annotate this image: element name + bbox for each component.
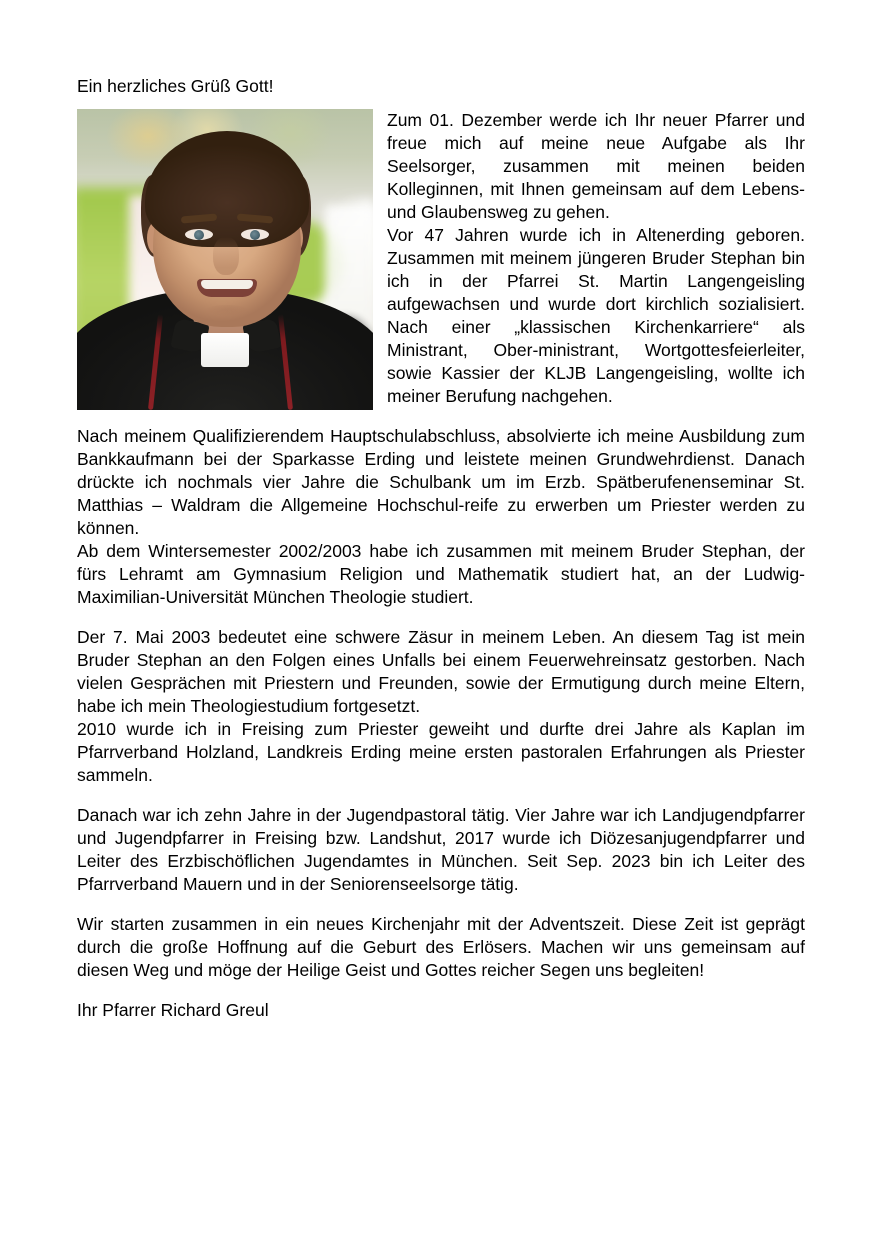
body-paragraph-1: Nach meinem Qualifizierendem Hauptschulabschluss, absolvierte ich meine Ausbildung zum Bankkaufmann bei der Sparkasse Erding und leistete meinen Grundwehrdienst. Danach drückte ich nochmals vier Jahre die Schulbank um im Erzb. Spätberufenenseminar St. Matthias – Waldram die Allgemeine Hochschul-reife zu erwerben um Priester werden zu können. xyxy=(77,426,805,538)
hair xyxy=(145,131,309,247)
signature-line: Ihr Pfarrer Richard Greul xyxy=(77,1000,269,1020)
chin xyxy=(199,305,255,321)
portrait-photo xyxy=(77,109,373,410)
eye-right xyxy=(241,229,269,240)
eye-left xyxy=(185,229,213,240)
body-paragraph-3: Der 7. Mai 2003 bedeutet eine schwere Zäsur in meinem Leben. An diesem Tag ist mein Bruder Stephan an den Folgen eines Unfalls bei einem Feuerwehreinsatz gestorben. Nach vielen Gesprächen mit Priestern und Freunden, sowie der Ermutigung durch meine Eltern, habe ich mein Theologiestudium fortgesetzt. xyxy=(77,627,805,716)
nose xyxy=(213,237,239,275)
wrap-paragraph-1: Zum 01. Dezember werde ich Ihr neuer Pfarrer und freue mich auf meine neue Aufgabe als Ihr Seelsorger, zusammen mit meinen beiden Kolleginnen, mit Ihnen gemeinsam auf dem Lebens- und Glaubensweg zu gehen. xyxy=(387,110,805,222)
body-paragraph-2: Ab dem Wintersemester 2002/2003 habe ich zusammen mit meinem Bruder Stephan, der fürs Lehramt am Gymnasium Religion und Mathematik studiert hat, an der Ludwig-Maximilian-Universität München Theologie studiert. xyxy=(77,541,805,607)
body-paragraph-4: 2010 wurde ich in Freising zum Priester geweiht und durfte drei Jahre als Kaplan im Pfarrverband Holzland, Landkreis Erding meine ersten pastoralen Erfahrungen als Priester sammeln. xyxy=(77,719,805,785)
body-paragraph-6: Wir starten zusammen in ein neues Kirchenjahr mit der Adventszeit. Diese Zeit ist geprägt durch die große Hoffnung auf die Geburt des Erlösers. Machen wir uns gemeinsam auf diesen Weg und möge der Heilige Geist und Gottes reicher Segen uns begleiten! xyxy=(77,914,805,980)
body-paragraph-5: Danach war ich zehn Jahre in der Jugendpastoral tätig. Vier Jahre war ich Landjugendpfarrer und Jugendpfarrer in Freising bzw. Landshut, 2017 wurde ich Diözesanjugendpfarrer und Leiter des Erzbischöflichen Jugendamtes in München. Seit Sep. 2023 bin ich Leiter des Pfarrverband Mauern und in der Seniorenseelsorge tätig. xyxy=(77,805,805,894)
body-text-block xyxy=(77,425,805,1022)
teeth xyxy=(201,280,253,289)
wrap-paragraph-2: Vor 47 Jahren wurde ich in Altenerding geboren. Zusammen mit meinem jüngeren Bruder Stephan bin ich in der Pfarrei St. Martin Langengeisling aufgewachsen und wurde dort kirchlich sozialisiert. Nach einer „klassischen Kirchenkarriere“ als Ministrant, Ober-ministrant, Wortgottesfeierleiter, sowie Kassier der KLJB Langengeisling, wollte ich meiner Berufung nachgehen. xyxy=(387,225,805,406)
greeting-line: Ein herzliches Grüß Gott! xyxy=(77,76,274,96)
priest-figure xyxy=(77,109,373,410)
page-content xyxy=(77,75,805,1022)
clerical-collar xyxy=(201,333,249,367)
